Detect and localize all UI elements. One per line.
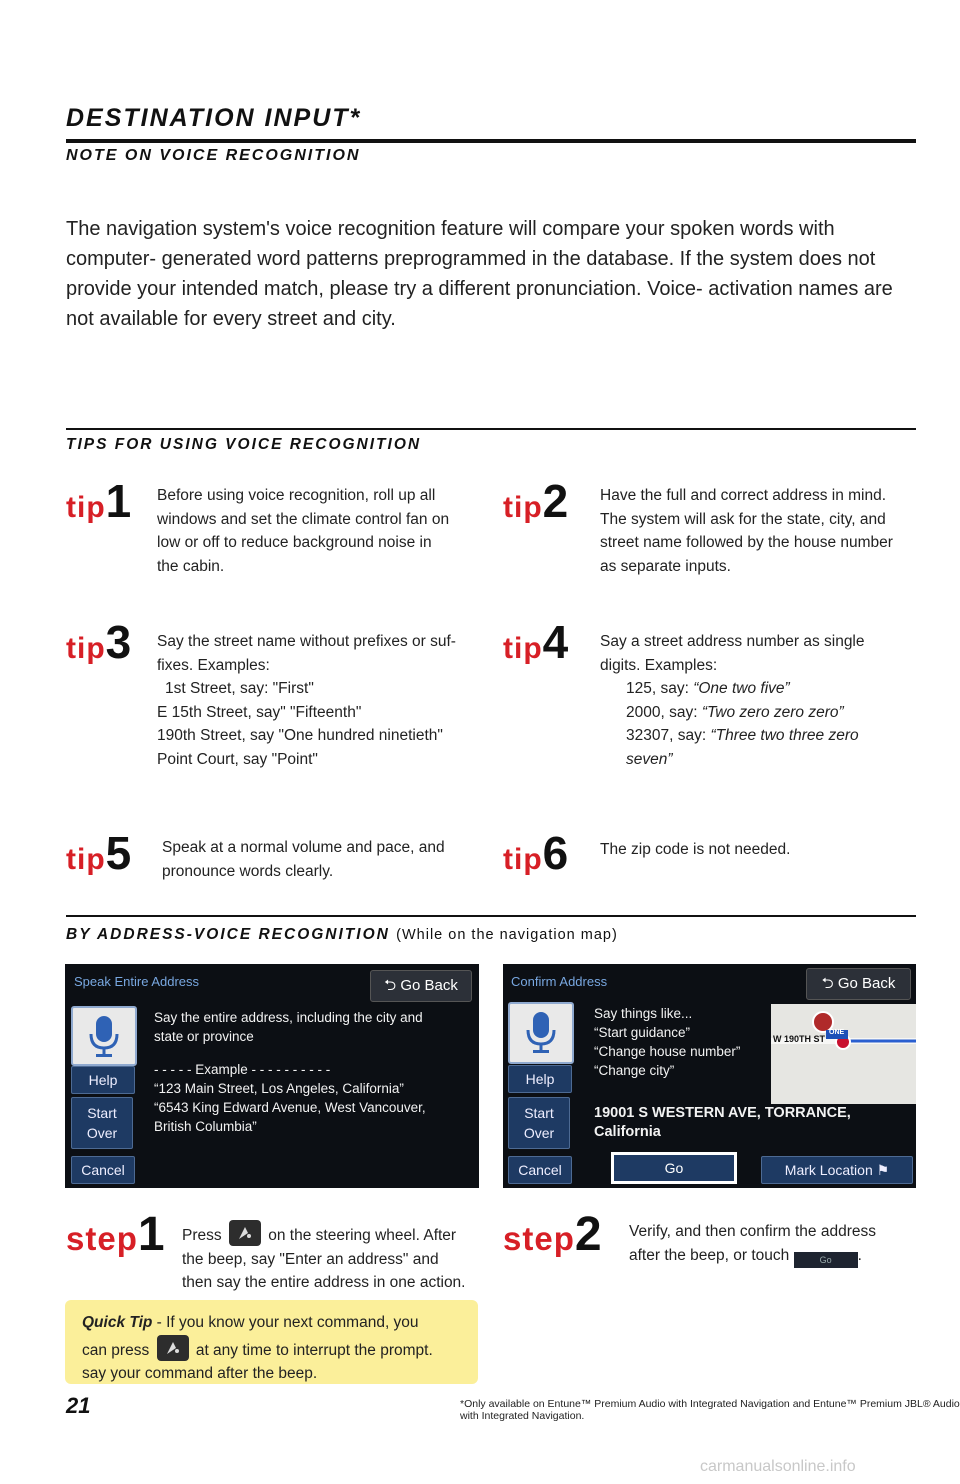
go-back-label: Go Back bbox=[400, 977, 458, 994]
quick-tip-post: at any time to interrupt the prompt. bbox=[195, 1341, 433, 1359]
step-word: step bbox=[503, 1220, 575, 1257]
flag-icon: ⚑ bbox=[876, 1162, 890, 1178]
quick-tip-pre: can press bbox=[82, 1341, 150, 1359]
screen-confirm-address bbox=[503, 964, 916, 1188]
quick-tip-line-text: - If you know your next command, you bbox=[152, 1314, 419, 1331]
back-arrow-icon: ⮌ bbox=[821, 975, 834, 992]
page-title: DESTINATION INPUT* bbox=[66, 104, 362, 132]
voice-talk-icon bbox=[229, 1220, 261, 1246]
voice-mic-button[interactable] bbox=[71, 1006, 137, 1066]
quick-tip-label: Quick Tip bbox=[82, 1314, 153, 1331]
example-say: “One two five” bbox=[693, 680, 790, 697]
tip-number: 5 bbox=[105, 827, 132, 879]
help-button[interactable]: Help bbox=[508, 1065, 572, 1093]
screen-line: state or province bbox=[154, 1029, 254, 1044]
footnote: *Only available on Entune™ Premium Audio with Integrated Navigation and Entune™ Premium JBL® Audio with Integrated Navigation. bbox=[460, 1398, 960, 1422]
tip-line: fixes. Examples: bbox=[157, 656, 270, 674]
tip-line: the cabin. bbox=[157, 557, 225, 575]
step-line bbox=[182, 1220, 482, 1248]
start-over-label: Start bbox=[524, 1105, 554, 1121]
cancel-button[interactable]: Cancel bbox=[71, 1156, 135, 1184]
step-line: the beep, say "Enter an address" and bbox=[182, 1250, 439, 1268]
tip-example: 190th Street, say "One hundred ninetieth" bbox=[157, 727, 443, 744]
go-back-button[interactable] bbox=[370, 970, 472, 1002]
tip-line: Have the full and correct address in mind. bbox=[600, 487, 887, 504]
watermark: carmanualsonline.info bbox=[700, 1458, 856, 1475]
screen-title: Confirm Address bbox=[511, 974, 608, 989]
tip-line: as separate inputs. bbox=[600, 557, 731, 575]
back-arrow-icon: ⮌ bbox=[384, 977, 397, 994]
address-subheading: (While on the navigation map) bbox=[396, 927, 618, 943]
mark-location-button[interactable] bbox=[761, 1156, 913, 1184]
tip-example: E 15th Street, say" "Fifteenth" bbox=[157, 703, 362, 721]
tip-1-text bbox=[157, 484, 477, 578]
tip-line: Before using voice recognition, roll up all bbox=[157, 487, 436, 504]
step-1-text bbox=[182, 1220, 482, 1295]
map-graphic bbox=[771, 1004, 916, 1104]
example-say: “Three two three zero bbox=[710, 727, 859, 744]
cancel-button[interactable]: Cancel bbox=[508, 1156, 572, 1184]
tip-word: tip bbox=[503, 632, 543, 665]
step-1-label bbox=[66, 1208, 165, 1261]
tip-5-text bbox=[162, 836, 482, 883]
microphone-icon bbox=[510, 1004, 572, 1062]
address-heading bbox=[66, 926, 618, 944]
example-say: seven” bbox=[626, 750, 673, 768]
example-say: “Two zero zero zero” bbox=[701, 703, 844, 721]
step-2-label bbox=[503, 1208, 602, 1261]
tip-line: digits. Examples: bbox=[600, 656, 718, 674]
title-rule bbox=[66, 139, 916, 143]
quick-tip-line bbox=[82, 1335, 468, 1363]
confirm-address-text bbox=[594, 1104, 851, 1142]
start-over-label: Over bbox=[523, 1125, 555, 1141]
tip-example bbox=[600, 748, 930, 772]
tip-3-text bbox=[157, 630, 477, 771]
screen-line: “Change house number” bbox=[594, 1044, 741, 1059]
voice-mic-button[interactable] bbox=[508, 1002, 574, 1064]
tip-line: Speak at a normal volume and pace, and bbox=[162, 839, 445, 856]
step-text-pre: Press bbox=[182, 1227, 222, 1244]
address-rule bbox=[66, 915, 916, 917]
screen-title: Speak Entire Address bbox=[74, 974, 200, 989]
screen-line: “6543 King Edward Avenue, West Vancouver, bbox=[154, 1100, 426, 1115]
step-word: step bbox=[66, 1220, 138, 1257]
help-button[interactable]: Help bbox=[71, 1066, 135, 1094]
go-back-label: Go Back bbox=[837, 975, 896, 992]
address-line: 19001 S WESTERN AVE, TORRANCE, bbox=[594, 1105, 851, 1121]
map-sign-label: ONE bbox=[829, 1029, 845, 1036]
tip-6-label bbox=[503, 827, 569, 879]
step-number: 2 bbox=[574, 1208, 602, 1261]
tip-line: Say the street name without prefixes or suf- bbox=[157, 633, 456, 650]
screen-line: Say things like... bbox=[594, 1006, 693, 1021]
state-line: California bbox=[594, 1124, 661, 1140]
step-line: then say the entire address in one action. bbox=[182, 1274, 466, 1291]
tips-heading: TIPS FOR USING VOICE RECOGNITION bbox=[66, 436, 422, 453]
screen-line: British Columbia” bbox=[154, 1119, 257, 1134]
example-lead: 2000, say: bbox=[626, 703, 702, 721]
tip-5-label bbox=[66, 827, 132, 879]
tip-example: 1st Street, say: "First" bbox=[165, 680, 314, 697]
go-label: Go bbox=[664, 1160, 684, 1176]
tip-word: tip bbox=[66, 843, 106, 876]
step-number: 1 bbox=[137, 1208, 165, 1261]
tip-line: windows and set the climate control fan on bbox=[157, 510, 450, 528]
tips-rule bbox=[66, 428, 916, 430]
tip-line: The zip code is not needed. bbox=[600, 841, 791, 858]
voice-talk-icon bbox=[157, 1335, 189, 1361]
quick-tip-line bbox=[82, 1311, 468, 1335]
map-preview bbox=[771, 1004, 916, 1104]
example-lead: 125, say: bbox=[626, 680, 694, 697]
tip-number: 1 bbox=[105, 475, 132, 527]
tip-word: tip bbox=[503, 843, 543, 876]
step-text-pre: after the beep, or touch bbox=[629, 1246, 790, 1264]
step-2-text bbox=[629, 1220, 929, 1268]
tip-2-label bbox=[503, 475, 569, 527]
tip-example: Point Court, say "Point" bbox=[157, 750, 318, 768]
section-subtitle: NOTE ON VOICE RECOGNITION bbox=[66, 147, 361, 164]
screen-instructions bbox=[594, 1004, 774, 1080]
microphone-icon bbox=[73, 1008, 135, 1064]
tip-3-label bbox=[66, 616, 132, 668]
tip-number: 2 bbox=[542, 475, 569, 527]
step-text-post: on the steering wheel. After bbox=[268, 1227, 457, 1244]
example-lead: 32307, say: bbox=[626, 727, 711, 744]
tip-line: Say a street address number as single bbox=[600, 633, 865, 650]
tip-line: street name followed by the house number bbox=[600, 534, 893, 551]
step-text-post: . bbox=[857, 1246, 862, 1264]
quick-tip-text bbox=[82, 1311, 468, 1386]
tip-number: 4 bbox=[542, 616, 569, 668]
tip-4-text bbox=[600, 630, 930, 771]
start-over-label: Over bbox=[86, 1125, 118, 1141]
tip-word: tip bbox=[503, 491, 543, 524]
quick-tip-line: say your command after the beep. bbox=[82, 1365, 318, 1382]
map-street-label: W 190TH ST bbox=[773, 1034, 826, 1044]
start-over-label: Start bbox=[87, 1105, 117, 1121]
address-heading-text: BY ADDRESS-VOICE RECOGNITION bbox=[66, 926, 390, 943]
tip-1-label bbox=[66, 475, 132, 527]
tip-example bbox=[600, 724, 930, 748]
go-button-icon: Go bbox=[794, 1252, 858, 1268]
screen-instructions bbox=[154, 1008, 474, 1136]
step-line bbox=[629, 1244, 929, 1268]
mark-location-label: Mark Location bbox=[784, 1162, 873, 1178]
screen-line: “Start guidance” bbox=[594, 1025, 691, 1040]
step-line: Verify, and then confirm the address bbox=[629, 1223, 876, 1240]
page-number: 21 bbox=[66, 1393, 91, 1418]
tip-line: The system will ask for the state, city, and bbox=[600, 510, 886, 528]
screen-line: “123 Main Street, Los Angeles, California” bbox=[154, 1081, 404, 1096]
intro-paragraph: The navigation system's voice recognition feature will compare your spoken words with computer- generated word patterns preprogrammed in the database. If the system does not provide your intended match, please try a different pronunciation. Voice- activation names are not available for every street and city. bbox=[66, 218, 893, 330]
go-back-button[interactable] bbox=[806, 968, 911, 1000]
go-button[interactable] bbox=[611, 1152, 737, 1184]
tip-line: low or off to reduce background noise in bbox=[157, 534, 432, 551]
screen-line: - - - - - Example - - - - - - - - - - bbox=[154, 1062, 331, 1077]
start-over-button[interactable] bbox=[71, 1097, 133, 1149]
tip-word: tip bbox=[66, 632, 106, 665]
tip-number: 3 bbox=[105, 616, 132, 668]
screen-line: Say the entire address, including the city and bbox=[154, 1010, 423, 1025]
tip-example bbox=[600, 677, 930, 701]
tip-6-text bbox=[600, 838, 930, 862]
tip-number: 6 bbox=[542, 827, 569, 879]
screen-speak-entire-address bbox=[65, 964, 479, 1188]
tip-2-text bbox=[600, 484, 930, 578]
start-over-button[interactable] bbox=[508, 1097, 570, 1149]
tip-word: tip bbox=[66, 491, 106, 524]
tip-line: pronounce words clearly. bbox=[162, 862, 334, 880]
screen-line: “Change city” bbox=[594, 1063, 675, 1078]
tip-example bbox=[600, 701, 930, 725]
tip-4-label bbox=[503, 616, 569, 668]
